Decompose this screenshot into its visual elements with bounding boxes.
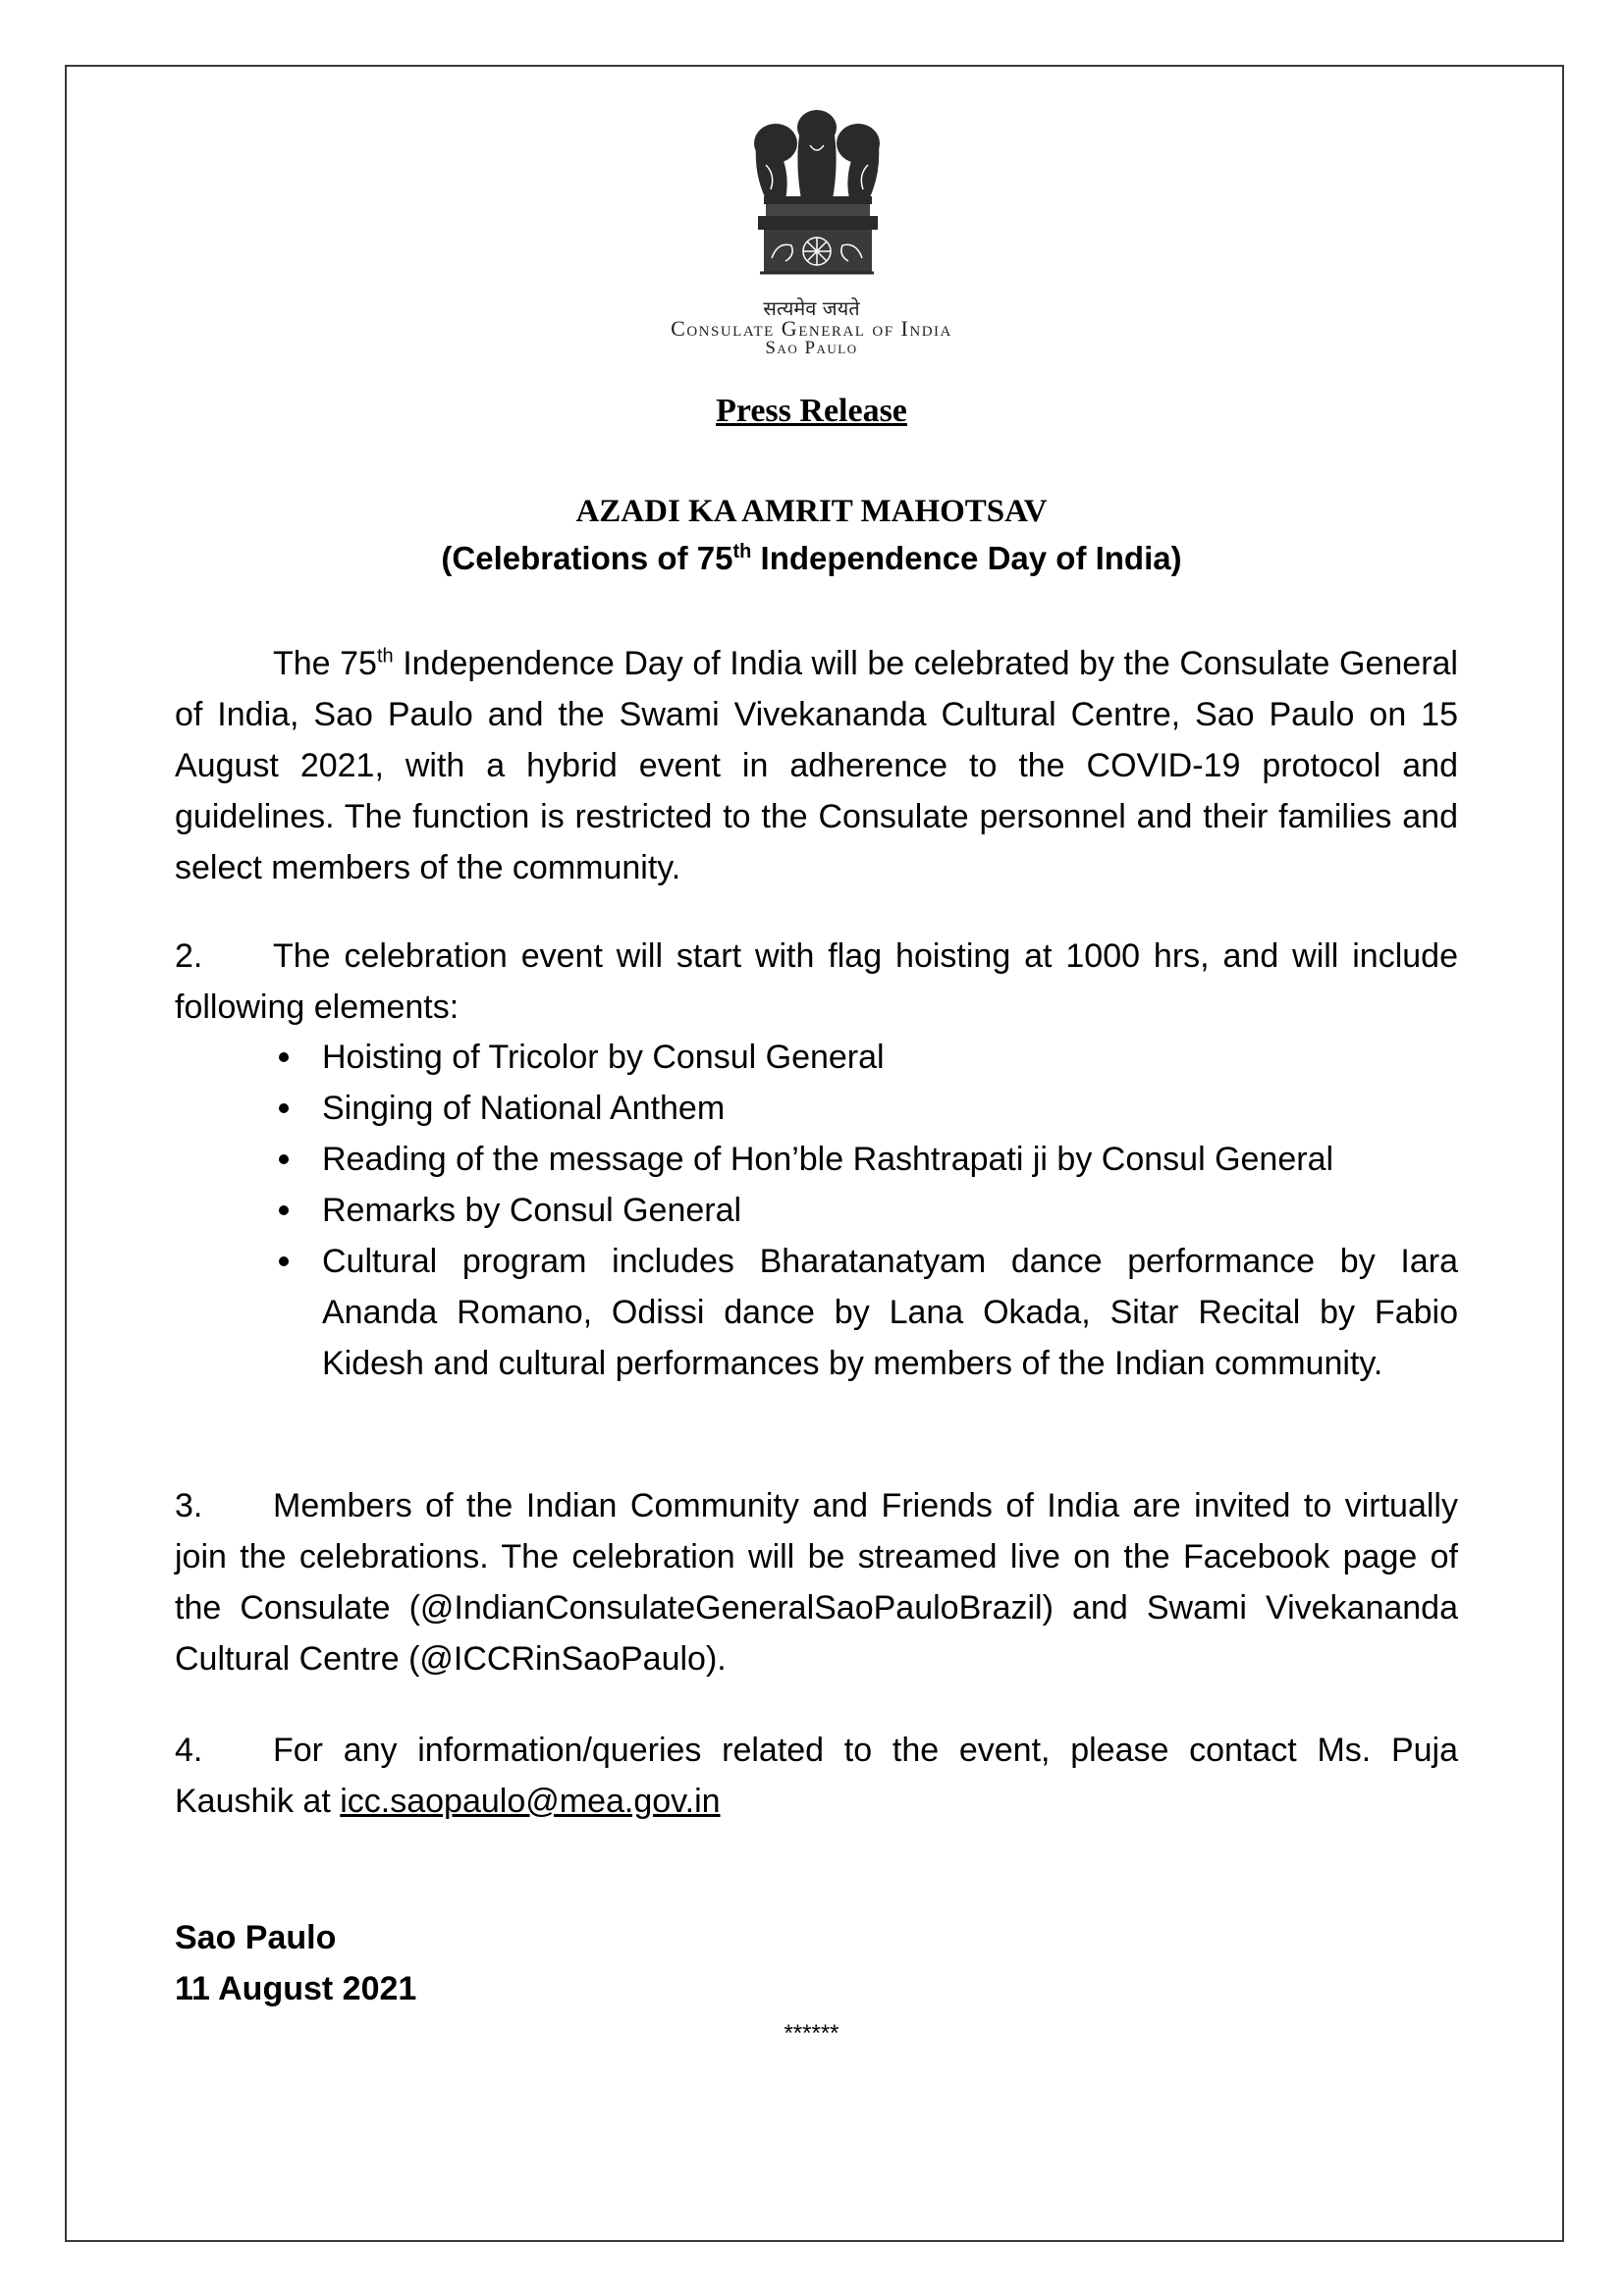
national-emblem-icon xyxy=(736,106,898,302)
sub-heading: (Celebrations of 75th Independence Day of India) xyxy=(441,540,1182,576)
list-item: Remarks by Consul General xyxy=(273,1185,1458,1236)
bullet-icon xyxy=(279,1256,289,1266)
organization-city: Sao Paulo xyxy=(765,338,858,358)
bullet-icon xyxy=(279,1154,289,1164)
paragraph-2: 2. The celebration event will start with flag hoisting at 1000 hrs, and will include following elements: xyxy=(175,931,1458,1033)
event-elements-list xyxy=(273,1032,1458,1389)
list-item: Singing of National Anthem xyxy=(273,1083,1458,1134)
document-title: Press Release xyxy=(716,393,907,429)
paragraph-number: 2. xyxy=(175,937,203,975)
contact-email-link[interactable]: icc.saopaulo@mea.gov.in xyxy=(340,1783,721,1820)
national-motto: सत्यमेव जयते xyxy=(763,296,860,320)
signature-date: 11 August 2021 xyxy=(175,1970,417,2007)
list-item: Reading of the message of Hon’ble Rashtrapati ji by Consul General xyxy=(273,1134,1458,1185)
paragraph-3: 3. Members of the Indian Community and Friends of India are invited to virtually join the celebrations. The celebration will be streamed live on the Facebook page of the Consulate (@IndianConsulateGeneralSaoPauloBrazil) and Swami Vivekananda Cultural Centre (@ICCRinSaoPaulo). xyxy=(175,1480,1458,1684)
paragraph-number: 3. xyxy=(175,1487,203,1524)
paragraph-number: 4. xyxy=(175,1732,203,1769)
signature-place: Sao Paulo xyxy=(175,1919,337,1956)
bullet-icon xyxy=(279,1205,289,1215)
paragraph-4: 4. For any information/queries related to the event, please contact Ms. Puja Kaushik at icc.saopaulo@mea.gov.in xyxy=(175,1725,1458,1827)
main-heading: AZADI KA AMRIT MAHOTSAV xyxy=(575,494,1048,529)
bullet-icon xyxy=(279,1103,289,1113)
bullet-icon xyxy=(279,1052,289,1062)
list-item: Hoisting of Tricolor by Consul General xyxy=(273,1032,1458,1083)
end-mark: ****** xyxy=(784,2020,839,2047)
list-item: Cultural program includes Bharatanatyam dance performance by Iara Ananda Romano, Odissi dance by Lana Okada, Sitar Recital by Fabio Kidesh and cultural performances by members of the Indian community. xyxy=(273,1236,1458,1389)
organization-name: Consulate General of India xyxy=(671,316,952,341)
paragraph-1: The 75th Independence Day of India will be celebrated by the Consulate General of India, Sao Paulo and the Swami Vivekananda Cultural Centre, Sao Paulo on 15 August 2021, with a hybrid event in adherence to the COVID-19 protocol and guidelines. The function is restricted to the Consulate personnel and their families and select members of the community. xyxy=(175,645,1458,886)
